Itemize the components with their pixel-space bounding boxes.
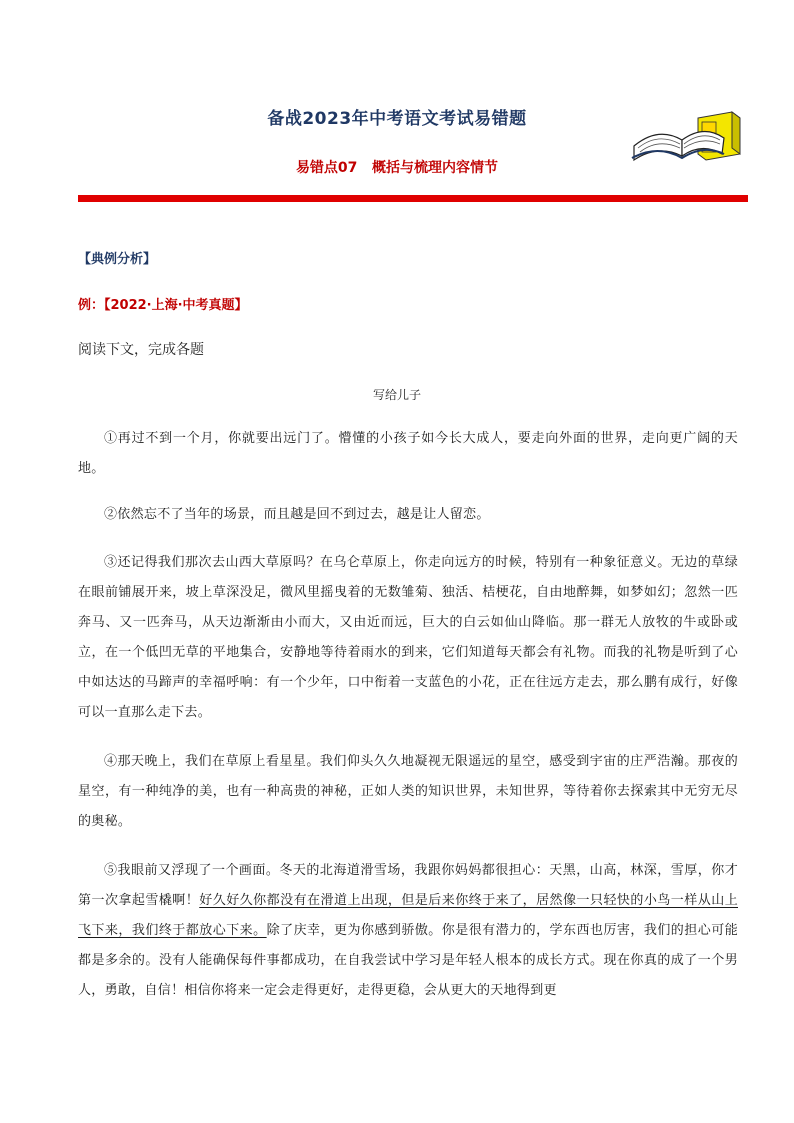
document-subtitle: 易错点07 概括与梳理内容情节 [295,160,499,176]
example-source: 例：【2022·上海·中考真题】 [78,298,248,313]
paragraph-5 [78,856,738,1006]
document-title: 备战2023年中考语文考试易错题 [267,109,527,129]
paragraph-2: ②依然忘不了当年的场景，而且越是回不到过去，越是让人留恋。 [104,507,490,522]
reading-instruction: 阅读下文，完成各题 [78,342,204,358]
paragraph-5-opening: ⑤我眼前又浮现了一个画面。冬天的北海道滑雪场，我跟你妈妈都很担心：天黑，山高，林深，雪厚，你才第一次拿起雪橇啊！ [78,863,738,908]
article-title: 写给儿子 [372,388,421,402]
paragraph-1: ①再过不到一个月，你就要出远门了。懵懂的小孩子如今长大成人，要走向外面的世界，走向更广阔的天地。 [78,431,738,476]
underlined-sentence: 好久好久你都没有在滑道上出现，但是后来你终于来了，居然像一只轻快的小鸟一样从山上飞下来，我们终于都放心下来。 [78,893,738,938]
header-divider [78,195,748,202]
paragraph-4: ④那天晚上，我们在草原上看星星。我们仰头久久地凝视无限遥远的星空，感受到宇宙的庄严浩瀚。那夜的星空，有一种纯净的美，也有一种高贵的神秘，正如人类的知识世界，未知世界，等待着你去探索其中无穷无尽的奥秘。 [78,754,738,829]
section-heading: 【典例分析】 [78,252,157,267]
paragraph-3: ③还记得我们那次去山西大草原吗？在乌仑草原上，你走向远方的时候，特别有一种象征意义。无边的草绿在眼前铺展开来，坡上草深没足，微风里摇曳着的无数雏菊、独活、桔梗花，自由地醉舞，如梦如幻；忽然一匹奔马、又一匹奔马，从天边渐渐由小而大，又由近而远，巨大的白云如仙山降临。那一群无人放牧的牛或卧或立，在一个低凹无草的平地集合，安静地等待着雨水的到来，它们知道每天都会有礼物。而我的礼物是听到了心中如达达的马蹄声的幸福呼响：有一个少年，口中衔着一支蓝色的小花，正在往远方走去，那么鹏有成行，好像可以一直那么走下去。 [78,555,738,720]
paragraph-5-rest: 除了庆幸，更为你感到骄傲。你是很有潜力的，学东西也厉害，我们的担心可能都是多余的。没有人能确保每件事都成功，在自我尝试中学习是年轻人根本的成长方式。现在你真的成了一个男人，勇敢，自信！相信你将来一定会走得更好，走得更稳，会从更大的天地得到更 [78,923,738,998]
open-book-icon [628,104,744,162]
